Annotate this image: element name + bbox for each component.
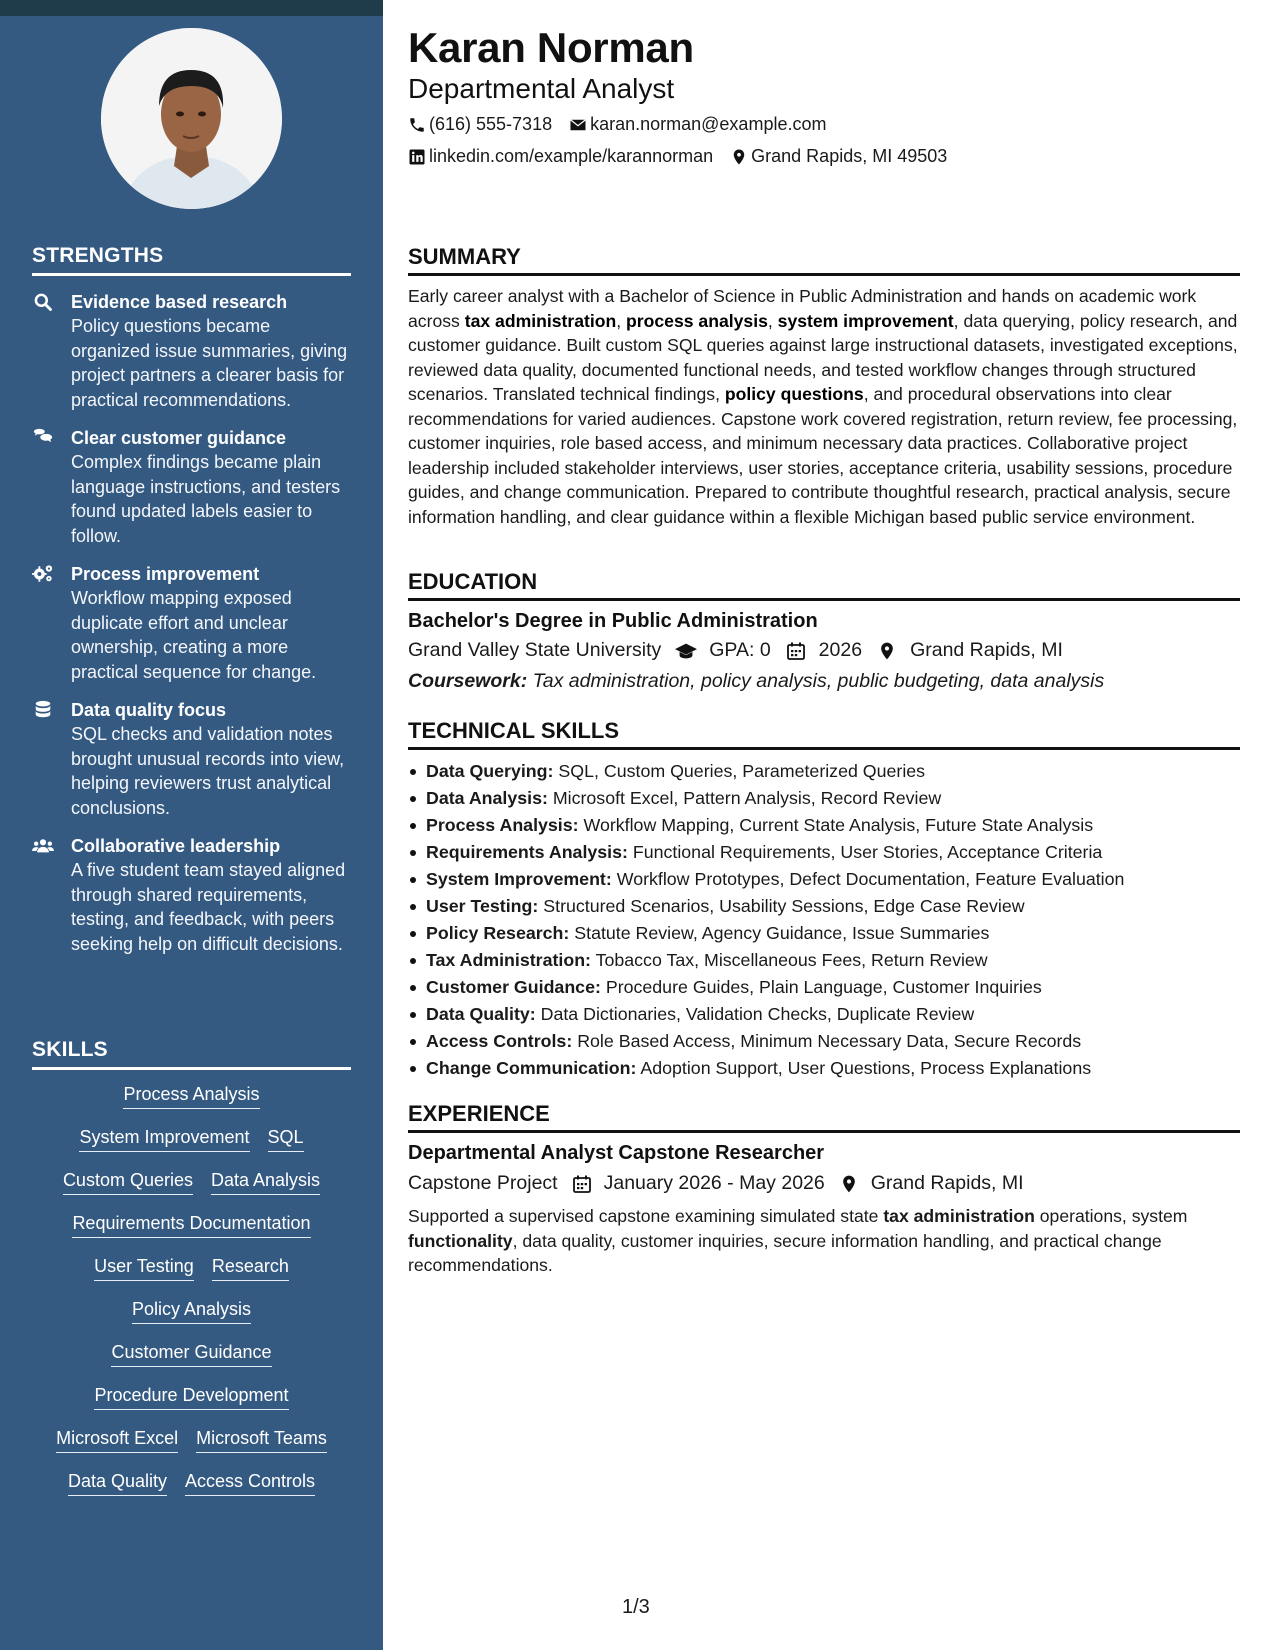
technical-skill-item bbox=[408, 920, 1240, 947]
technical-skill-item bbox=[408, 812, 1240, 839]
skills-row bbox=[32, 1254, 351, 1281]
strength-item bbox=[32, 699, 351, 820]
emphasized-text: process analysis bbox=[626, 310, 768, 331]
technical-skill-item bbox=[408, 866, 1240, 893]
skills-section bbox=[32, 1038, 351, 1512]
skills-heading: SKILLS bbox=[32, 1038, 351, 1070]
calendar-icon bbox=[572, 1174, 596, 1194]
skill-category: System Improvement: bbox=[426, 869, 612, 889]
skill-tag: Procedure Development bbox=[94, 1383, 288, 1410]
email-contact bbox=[569, 114, 826, 135]
strengths-list bbox=[32, 291, 351, 956]
strengths-section bbox=[32, 244, 351, 956]
map-pin-icon bbox=[839, 1174, 863, 1194]
strength-title: Process improvement bbox=[71, 564, 260, 584]
sidebar bbox=[0, 0, 383, 1650]
linkedin-contact bbox=[408, 146, 713, 167]
technical-skill-item bbox=[408, 974, 1240, 1001]
technical-skills-heading: TECHNICAL SKILLS bbox=[408, 718, 1240, 750]
skill-tag: Requirements Documentation bbox=[72, 1211, 310, 1238]
emphasized-text: tax administration bbox=[883, 1206, 1035, 1226]
skill-values: Data Dictionaries, Validation Checks, Duplicate Review bbox=[540, 1004, 975, 1024]
technical-skill-item bbox=[408, 947, 1240, 974]
linkedin-text: linkedin.com/example/karannorman bbox=[429, 146, 714, 166]
strength-description: Complex findings became plain language instructions, and testers found updated labels easier to follow. bbox=[71, 452, 341, 546]
experience-dates: January 2026 - May 2026 bbox=[603, 1172, 825, 1194]
skills-row bbox=[32, 1469, 351, 1496]
skill-category: Tax Administration: bbox=[426, 950, 591, 970]
skills-row bbox=[32, 1340, 351, 1367]
strength-title: Data quality focus bbox=[71, 700, 227, 720]
skill-values: Workflow Mapping, Current State Analysis, Future State Analysis bbox=[583, 815, 1094, 835]
skill-tag: Microsoft Excel bbox=[56, 1426, 178, 1453]
skill-category: Requirements Analysis: bbox=[426, 842, 628, 862]
technical-skill-item bbox=[408, 839, 1240, 866]
skill-category: Policy Research: bbox=[426, 923, 570, 943]
skill-tag: Policy Analysis bbox=[132, 1297, 251, 1324]
technical-skills-list bbox=[408, 758, 1240, 1082]
strength-item bbox=[32, 291, 351, 412]
email-text: karan.norman@example.com bbox=[590, 114, 827, 134]
skills-row bbox=[32, 1297, 351, 1324]
education-section bbox=[408, 569, 1240, 693]
skill-tag: User Testing bbox=[94, 1254, 194, 1281]
text-run: operations, system bbox=[1034, 1206, 1188, 1226]
skills-cloud bbox=[32, 1070, 351, 1512]
skill-values: Workflow Prototypes, Defect Documentation, Feature Evaluation bbox=[616, 869, 1125, 889]
coursework-label: Coursework: bbox=[408, 670, 528, 692]
search-icon bbox=[32, 292, 56, 312]
profile-photo bbox=[101, 28, 282, 209]
skill-category: Data Analysis: bbox=[426, 788, 548, 808]
location-text: Grand Rapids, MI 49503 bbox=[751, 146, 948, 166]
strength-title: Clear customer guidance bbox=[71, 428, 287, 448]
skill-tag: Data Analysis bbox=[211, 1168, 320, 1195]
skills-row bbox=[32, 1211, 351, 1238]
experience-heading: EXPERIENCE bbox=[408, 1101, 1240, 1133]
summary-heading: SUMMARY bbox=[408, 244, 1240, 276]
skills-row bbox=[32, 1426, 351, 1453]
skills-row bbox=[32, 1125, 351, 1152]
location-contact bbox=[730, 146, 947, 167]
text-run: , bbox=[616, 310, 627, 331]
candidate-name: Karan Norman bbox=[408, 24, 694, 71]
linkedin-icon bbox=[408, 148, 426, 166]
strength-description: Policy questions became organized issue summaries, giving project partners a clearer basis for practical recommendations. bbox=[71, 316, 348, 410]
text-run: , data quality, customer inquiries, secure information handling, and practical change recommendations. bbox=[408, 1230, 1162, 1275]
strength-item bbox=[32, 835, 351, 956]
skill-values: Adoption Support, User Questions, Process Explanations bbox=[640, 1058, 1092, 1078]
database-icon bbox=[32, 700, 56, 720]
map-pin-icon bbox=[876, 641, 900, 661]
technical-skill-item bbox=[408, 893, 1240, 920]
technical-skill-item bbox=[408, 1028, 1240, 1055]
skill-tag: Process Analysis bbox=[123, 1082, 259, 1109]
technical-skills-section bbox=[408, 718, 1240, 1082]
technical-skill-item bbox=[408, 1001, 1240, 1028]
skill-tag: Data Quality bbox=[68, 1469, 167, 1496]
skill-values: Microsoft Excel, Pattern Analysis, Record Review bbox=[552, 788, 942, 808]
text-run: , and procedural observations into clear recommendations for varied audiences. Capstone work covered registration, return review, fee processing, customer inquiries, role based access, and minimum necessary data practices. Collaborative project leadership included stakeholder interviews, user stories, acceptance criteria, usability sessions, procedure guides, and change communication. Prepared to contribute thoughtful research, practical analysis, secure information handling, and clear guidance within a flexible Michigan based public service environment. bbox=[408, 384, 1238, 527]
map-pin-icon bbox=[730, 148, 748, 166]
emphasized-text: tax administration bbox=[464, 310, 617, 331]
emphasized-text: functionality bbox=[408, 1230, 513, 1251]
organization-name: Capstone Project bbox=[408, 1172, 558, 1194]
skill-values: Functional Requirements, User Stories, Acceptance Criteria bbox=[632, 842, 1103, 862]
education-location: Grand Rapids, MI bbox=[910, 639, 1063, 661]
skills-row bbox=[32, 1383, 351, 1410]
technical-skill-item bbox=[408, 758, 1240, 785]
emphasized-text: policy questions bbox=[724, 384, 864, 404]
skill-tag: Customer Guidance bbox=[111, 1340, 271, 1367]
emphasized-text: system improvement bbox=[777, 310, 954, 331]
experience-meta bbox=[408, 1172, 1240, 1195]
chat-icon bbox=[32, 428, 56, 448]
strength-item bbox=[32, 563, 351, 684]
skill-values: Tobacco Tax, Miscellaneous Fees, Return Review bbox=[595, 950, 988, 970]
strength-description: A five student team stayed aligned through shared requirements, testing, and feedback, with peers seeking help on difficult decisions. bbox=[71, 860, 346, 954]
strength-description: SQL checks and validation notes brought unusual records into view, helping reviewers trust analytical conclusions. bbox=[71, 724, 345, 818]
skills-row bbox=[32, 1168, 351, 1195]
contact-line-1 bbox=[408, 114, 843, 135]
users-icon bbox=[32, 836, 56, 856]
skill-tag: Microsoft Teams bbox=[196, 1426, 327, 1453]
skill-tag: Research bbox=[212, 1254, 289, 1281]
summary-text bbox=[408, 284, 1240, 529]
skill-category: Process Analysis: bbox=[426, 815, 579, 835]
experience-section bbox=[408, 1101, 1240, 1278]
text-run: Early career analyst with a Bachelor of Science in Public Administration and hands on academic work across bbox=[408, 286, 1197, 331]
strength-title: Evidence based research bbox=[71, 292, 288, 312]
envelope-icon bbox=[569, 116, 587, 134]
page-number: 1/3 bbox=[622, 1596, 650, 1618]
skill-category: Access Controls: bbox=[426, 1031, 573, 1051]
technical-skill-item bbox=[408, 785, 1240, 812]
skills-row bbox=[32, 1082, 351, 1109]
coursework-text: Tax administration, policy analysis, public budgeting, data analysis bbox=[532, 670, 1105, 692]
skill-values: SQL, Custom Queries, Parameterized Queries bbox=[558, 761, 926, 781]
strength-description: Workflow mapping exposed duplicate effort and unclear ownership, creating a more practical sequence for change. bbox=[71, 588, 317, 682]
summary-section bbox=[408, 244, 1240, 529]
school-name: Grand Valley State University bbox=[408, 639, 662, 661]
strength-item bbox=[32, 427, 351, 548]
calendar-icon bbox=[785, 641, 809, 661]
phone-contact bbox=[408, 114, 552, 135]
skill-values: Structured Scenarios, Usability Sessions, Edge Case Review bbox=[543, 896, 1025, 916]
skill-category: Customer Guidance: bbox=[426, 977, 601, 997]
job-title: Departmental Analyst Capstone Researcher bbox=[408, 1142, 825, 1164]
skill-tag: SQL bbox=[268, 1125, 304, 1152]
phone-text: (616) 555-7318 bbox=[429, 114, 553, 134]
gears-icon bbox=[32, 564, 56, 584]
experience-description bbox=[408, 1204, 1240, 1278]
skill-category: User Testing: bbox=[426, 896, 539, 916]
strength-title: Collaborative leadership bbox=[71, 836, 281, 856]
phone-icon bbox=[408, 116, 426, 134]
coursework bbox=[408, 670, 1240, 693]
graduation-cap-icon bbox=[675, 641, 699, 661]
skill-values: Statute Review, Agency Guidance, Issue Summaries bbox=[574, 923, 990, 943]
skill-tag: System Improvement bbox=[79, 1125, 249, 1152]
education-meta bbox=[408, 639, 1240, 662]
skill-tag: Access Controls bbox=[185, 1469, 315, 1496]
skill-category: Change Communication: bbox=[426, 1058, 637, 1078]
avatar bbox=[101, 28, 282, 209]
candidate-title: Departmental Analyst bbox=[408, 73, 675, 104]
graduation-year: 2026 bbox=[818, 639, 863, 661]
experience-location: Grand Rapids, MI bbox=[870, 1172, 1024, 1194]
text-run: , data querying, policy research, and customer guidance. Built custom SQL queries against large instructional datasets, investigated exceptions, reviewed data quality, documented functional needs, and tested workflow changes through structured scenarios. Translated technical findings, bbox=[408, 310, 1238, 404]
technical-skill-item bbox=[408, 1055, 1240, 1082]
skill-tag: Custom Queries bbox=[63, 1168, 193, 1195]
skill-values: Procedure Guides, Plain Language, Customer Inquiries bbox=[605, 977, 1042, 997]
skill-category: Data Quality: bbox=[426, 1004, 536, 1024]
contact-line-2 bbox=[408, 146, 964, 167]
gpa-text: GPA: 0 bbox=[709, 639, 771, 661]
skill-category: Data Querying: bbox=[426, 761, 554, 781]
text-run: , bbox=[767, 310, 778, 331]
text-run: Supported a supervised capstone examining simulated state bbox=[408, 1206, 884, 1226]
strengths-heading: STRENGTHS bbox=[32, 244, 351, 276]
sidebar-top-bar bbox=[0, 0, 383, 16]
education-heading: EDUCATION bbox=[408, 569, 1240, 601]
skill-values: Role Based Access, Minimum Necessary Data, Secure Records bbox=[577, 1031, 1082, 1051]
degree-title: Bachelor's Degree in Public Administration bbox=[408, 610, 818, 632]
